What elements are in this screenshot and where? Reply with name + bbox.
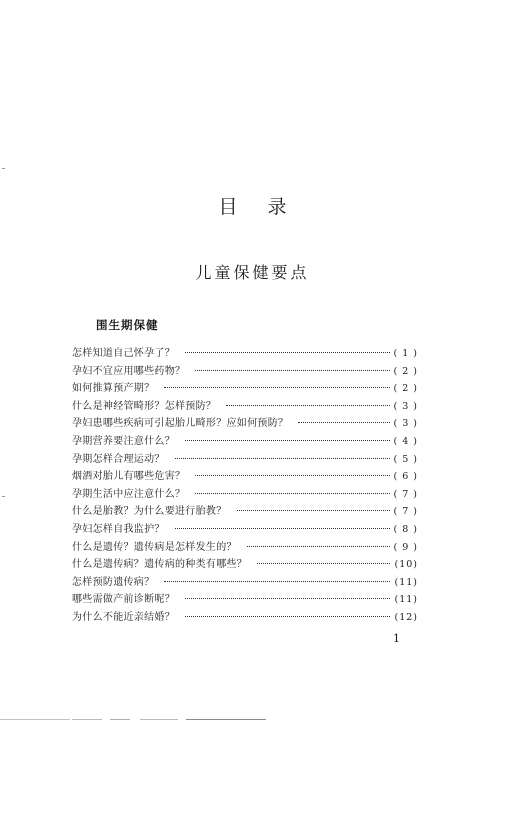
toc-entry-page: ( 7 ) (393, 488, 418, 500)
scan-artifact-line (110, 719, 130, 720)
toc-leader-dots (175, 527, 390, 529)
toc-entry-title: 孕妇怎样自我监护？ (72, 523, 165, 535)
scan-artifact-line (0, 719, 70, 720)
toc-entry-page: ( 3 ) (393, 400, 418, 412)
scan-edge-mark (2, 496, 5, 497)
toc-entry-page: ( 3 ) (393, 418, 418, 430)
toc-entry[interactable] (72, 433, 418, 451)
section-heading: 围生期保健 (96, 318, 159, 332)
scan-artifact-line (140, 719, 178, 720)
toc-entry-page: ( 6 ) (393, 471, 418, 483)
toc-entry-page: ( 1 ) (393, 348, 418, 359)
toc-leader-dots (298, 421, 389, 423)
toc-entry[interactable] (72, 539, 418, 557)
toc-entry[interactable] (72, 574, 418, 592)
toc-entry[interactable] (72, 556, 418, 574)
toc-entry-page: ( 4 ) (393, 435, 418, 447)
toc-entry[interactable] (72, 345, 418, 363)
toc-leader-dots (195, 492, 389, 494)
toc-leader-dots (164, 386, 389, 388)
toc-leader-dots (195, 474, 389, 476)
toc-entry-title: 哪些需做产前诊断呢？ (72, 594, 175, 606)
toc-entry-page: ( 7 ) (393, 506, 418, 518)
page-number: 1 (393, 632, 400, 645)
table-of-contents (72, 345, 418, 627)
toc-entry-title: 怎样知道自己怀孕了？ (72, 348, 175, 359)
toc-entry-page: ( 2 ) (393, 383, 418, 395)
toc-leader-dots (195, 369, 389, 371)
toc-leader-dots (185, 597, 390, 599)
toc-entry-title: 孕期营养要注意什么？ (72, 435, 175, 447)
toc-entry-title: 怎样预防遗传病？ (72, 576, 155, 588)
toc-entry-page: ( 9 ) (393, 541, 418, 553)
toc-entry-title: 什么是遗传？遗传病是怎样发生的？ (72, 541, 237, 553)
toc-entry-title: 为什么不能近亲结婚？ (72, 611, 175, 623)
toc-entry-title: 如何推算预产期？ (72, 383, 155, 395)
scan-artifact-line (186, 719, 266, 720)
toc-entry[interactable] (72, 609, 418, 627)
toc-entry-title: 孕期生活中应注意什么？ (72, 488, 186, 500)
toc-entry[interactable] (72, 380, 418, 398)
toc-entry-page: ( 2 ) (393, 365, 418, 377)
toc-entry-title: 孕妇不宜应用哪些药物？ (72, 365, 186, 377)
toc-entry[interactable] (72, 468, 418, 486)
toc-leader-dots (237, 509, 390, 511)
toc-leader-dots (185, 351, 390, 353)
toc-leader-dots (226, 404, 389, 406)
toc-leader-dots (247, 545, 390, 547)
toc-entry-title: 什么是遗传病？遗传病的种类有哪些？ (72, 559, 248, 571)
toc-entry-page: ( 5 ) (393, 453, 418, 465)
toc-leader-dots (257, 562, 390, 564)
toc-entry-title: 什么是神经管畸形？怎样预防？ (72, 400, 217, 412)
toc-entry-title: 烟酒对胎儿有哪些危害？ (72, 471, 186, 483)
book-subtitle: 儿童保健要点 (195, 263, 310, 282)
toc-entry-page: (12) (394, 611, 418, 623)
toc-entry[interactable] (72, 398, 418, 416)
toc-entry[interactable] (72, 521, 418, 539)
toc-entry[interactable] (72, 415, 418, 433)
toc-leader-dots (175, 457, 390, 459)
toc-entry[interactable] (72, 503, 418, 521)
toc-entry[interactable] (72, 486, 418, 504)
toc-entry-page: (10) (394, 559, 418, 571)
toc-entry-title: 孕妇患哪些疾病可引起胎儿畸形？应如何预防？ (72, 418, 289, 430)
toc-entry-page: ( 8 ) (393, 523, 418, 535)
scan-artifact-line (72, 719, 102, 720)
scan-edge-mark (2, 168, 5, 169)
toc-entry[interactable] (72, 451, 418, 469)
toc-leader-dots (185, 439, 390, 441)
page-title: 目录 (218, 196, 317, 218)
toc-entry-page: (11) (394, 576, 418, 588)
toc-entry-title: 什么是胎教？为什么要进行胎教？ (72, 506, 227, 518)
toc-entry-page: (11) (394, 594, 418, 606)
toc-entry-title: 孕期怎样合理运动？ (72, 453, 165, 465)
toc-entry[interactable] (72, 591, 418, 609)
toc-entry[interactable] (72, 363, 418, 381)
toc-leader-dots (164, 580, 390, 582)
toc-leader-dots (185, 615, 390, 617)
